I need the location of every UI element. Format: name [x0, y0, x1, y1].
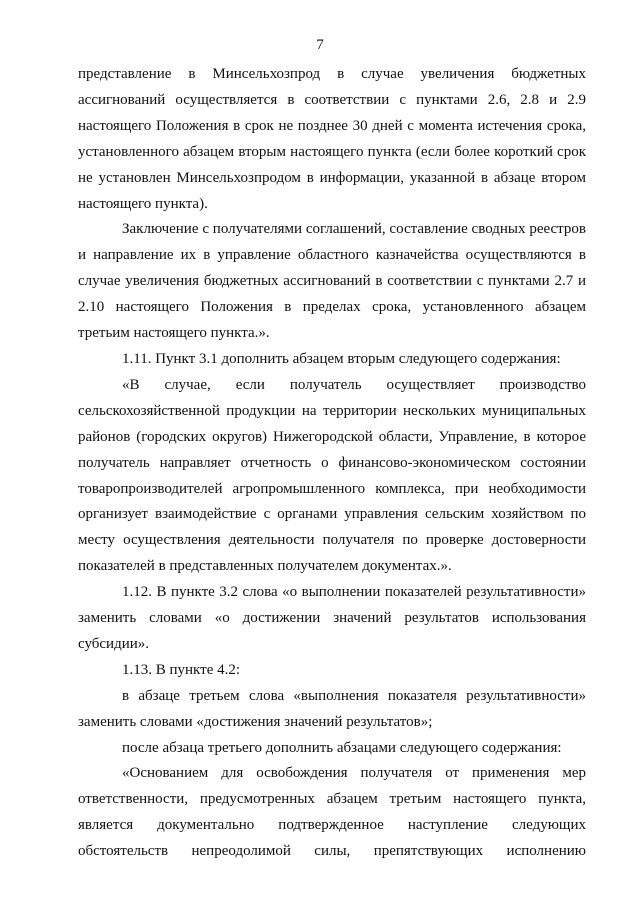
paragraph-item-1-12: 1.12. В пункте 3.2 слова «о выполнении показателей результативности» заменить словами «о достижении значений результатов использования субсидии». — [78, 584, 586, 652]
paragraph-quote-multiple-districts: «В случае, если получатель осуществляет производство сельскохозяйственной продукции на территории нескольких муниципальных районов (городских округов) Нижегородской области, Управление, в которое получатель направляет отчетность о финансово-экономическом состоянии товаропроизводителей агропромышленного комплекса, при необходимости организует взаимодействие с органами управления сельским хозяйством по месту осуществления деятельности получателя по проверке достоверности показателей в представленных получателем документах.». — [78, 376, 586, 575]
paragraph-item-1-13: 1.13. В пункте 4.2: — [122, 661, 241, 678]
paragraph-add-abzacs: после абзаца третьего дополнить абзацами следующего содержания: — [122, 739, 562, 756]
document-body — [78, 62, 586, 865]
paragraph-item-1-11: 1.11. Пункт 3.1 дополнить абзацем вторым следующего содержания: — [122, 350, 561, 367]
paragraph-conclusion-agreements: Заключение с получателями соглашений, составление сводных реестров и направление их в управление областного казначейства осуществляются в случае увеличения бюджетных ассигнований в соответствии с пунктами 2.7 и 2.10 настоящего Положения в пределах срока, установленного абзацем третьим настоящего пункта.». — [78, 221, 586, 342]
paragraph-force-majeure: «Основанием для освобождения получателя от применения мер ответственности, предусмотренных абзацем третьим настоящего пункта, является документально подтвержденное наступление следующих обстоятельств непреодолимой силы, препятствующих исполнению — [78, 765, 586, 860]
page-number: 7 — [316, 37, 324, 53]
paragraph-third-abzac-replace: в абзаце третьем слова «выполнения показателя результативности» заменить словами «достижения значений результатов»; — [78, 687, 586, 730]
paragraph-continuation: представление в Минсельхозпрод в случае увеличения бюджетных ассигнований осуществляется в соответствии с пунктами 2.6, 2.8 и 2.9 настоящего Положения в срок не позднее 30 дней с момента истечения срока, установленного абзацем вторым настоящего пункта (если более короткий срок не установлен Минсельхозпродом в информации, указанной в абзаце втором настоящего пункта). — [78, 66, 586, 212]
